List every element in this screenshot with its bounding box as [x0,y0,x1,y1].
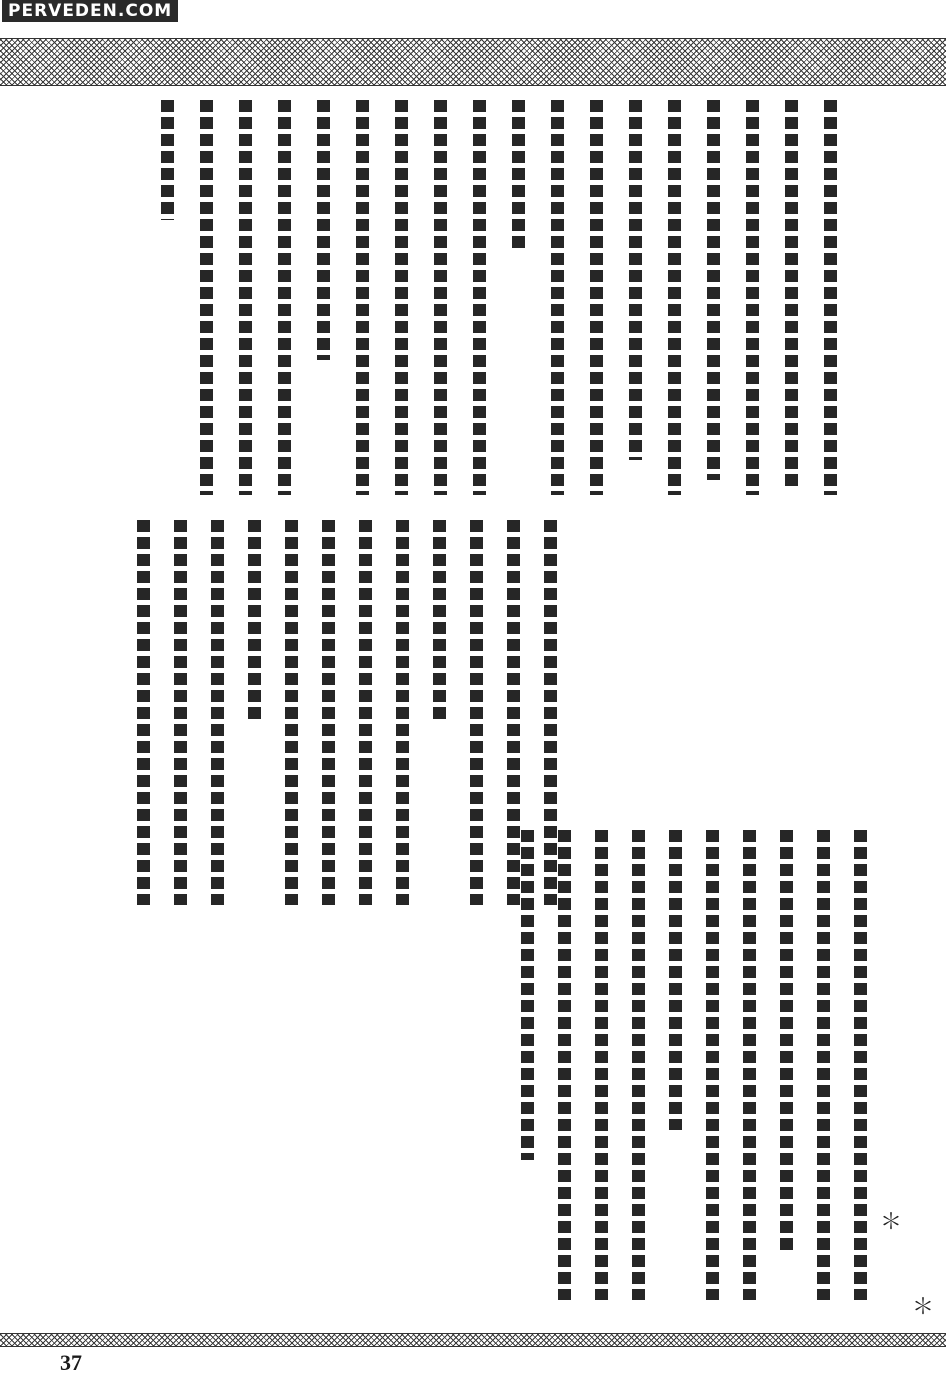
text-column [743,830,756,1300]
text-column [317,100,330,360]
section-break-asterisk-left: ＊ [912,1295,935,1320]
text-column [512,100,525,250]
text-column [706,830,719,1300]
text-column [590,100,603,495]
text-column [285,520,298,905]
text-block-lower-right [470,830,870,1310]
text-column [780,830,793,1250]
text-column [707,100,720,480]
text-column [322,520,335,905]
text-column [434,100,447,495]
text-block-upper [100,100,840,500]
text-column [595,830,608,1300]
text-column [239,100,252,495]
text-column [248,520,261,720]
watermark-logo: PERVEDEN.COM [2,0,178,22]
text-column [395,100,408,495]
text-column [161,100,174,220]
text-column [854,830,867,1300]
text-column [785,100,798,490]
text-column [433,520,446,720]
text-column [278,100,291,495]
text-column [356,100,369,495]
text-column [200,100,213,495]
text-column [359,520,372,905]
text-column [629,100,642,460]
text-column [632,830,645,1300]
text-column [551,100,564,495]
text-column [817,830,830,1300]
text-column [746,100,759,495]
text-column [558,830,571,1300]
text-column [668,100,681,495]
page-number: 37 [60,1350,82,1375]
text-column [174,520,187,905]
text-column [473,100,486,495]
text-column [137,520,150,905]
text-column [824,100,837,495]
text-column [396,520,409,905]
text-column [669,830,682,1130]
top-pattern-band [0,38,946,86]
section-break-asterisk-right: ＊ [880,1210,903,1235]
text-column [211,520,224,905]
bottom-pattern-band [0,1333,946,1347]
text-column [521,830,534,1160]
